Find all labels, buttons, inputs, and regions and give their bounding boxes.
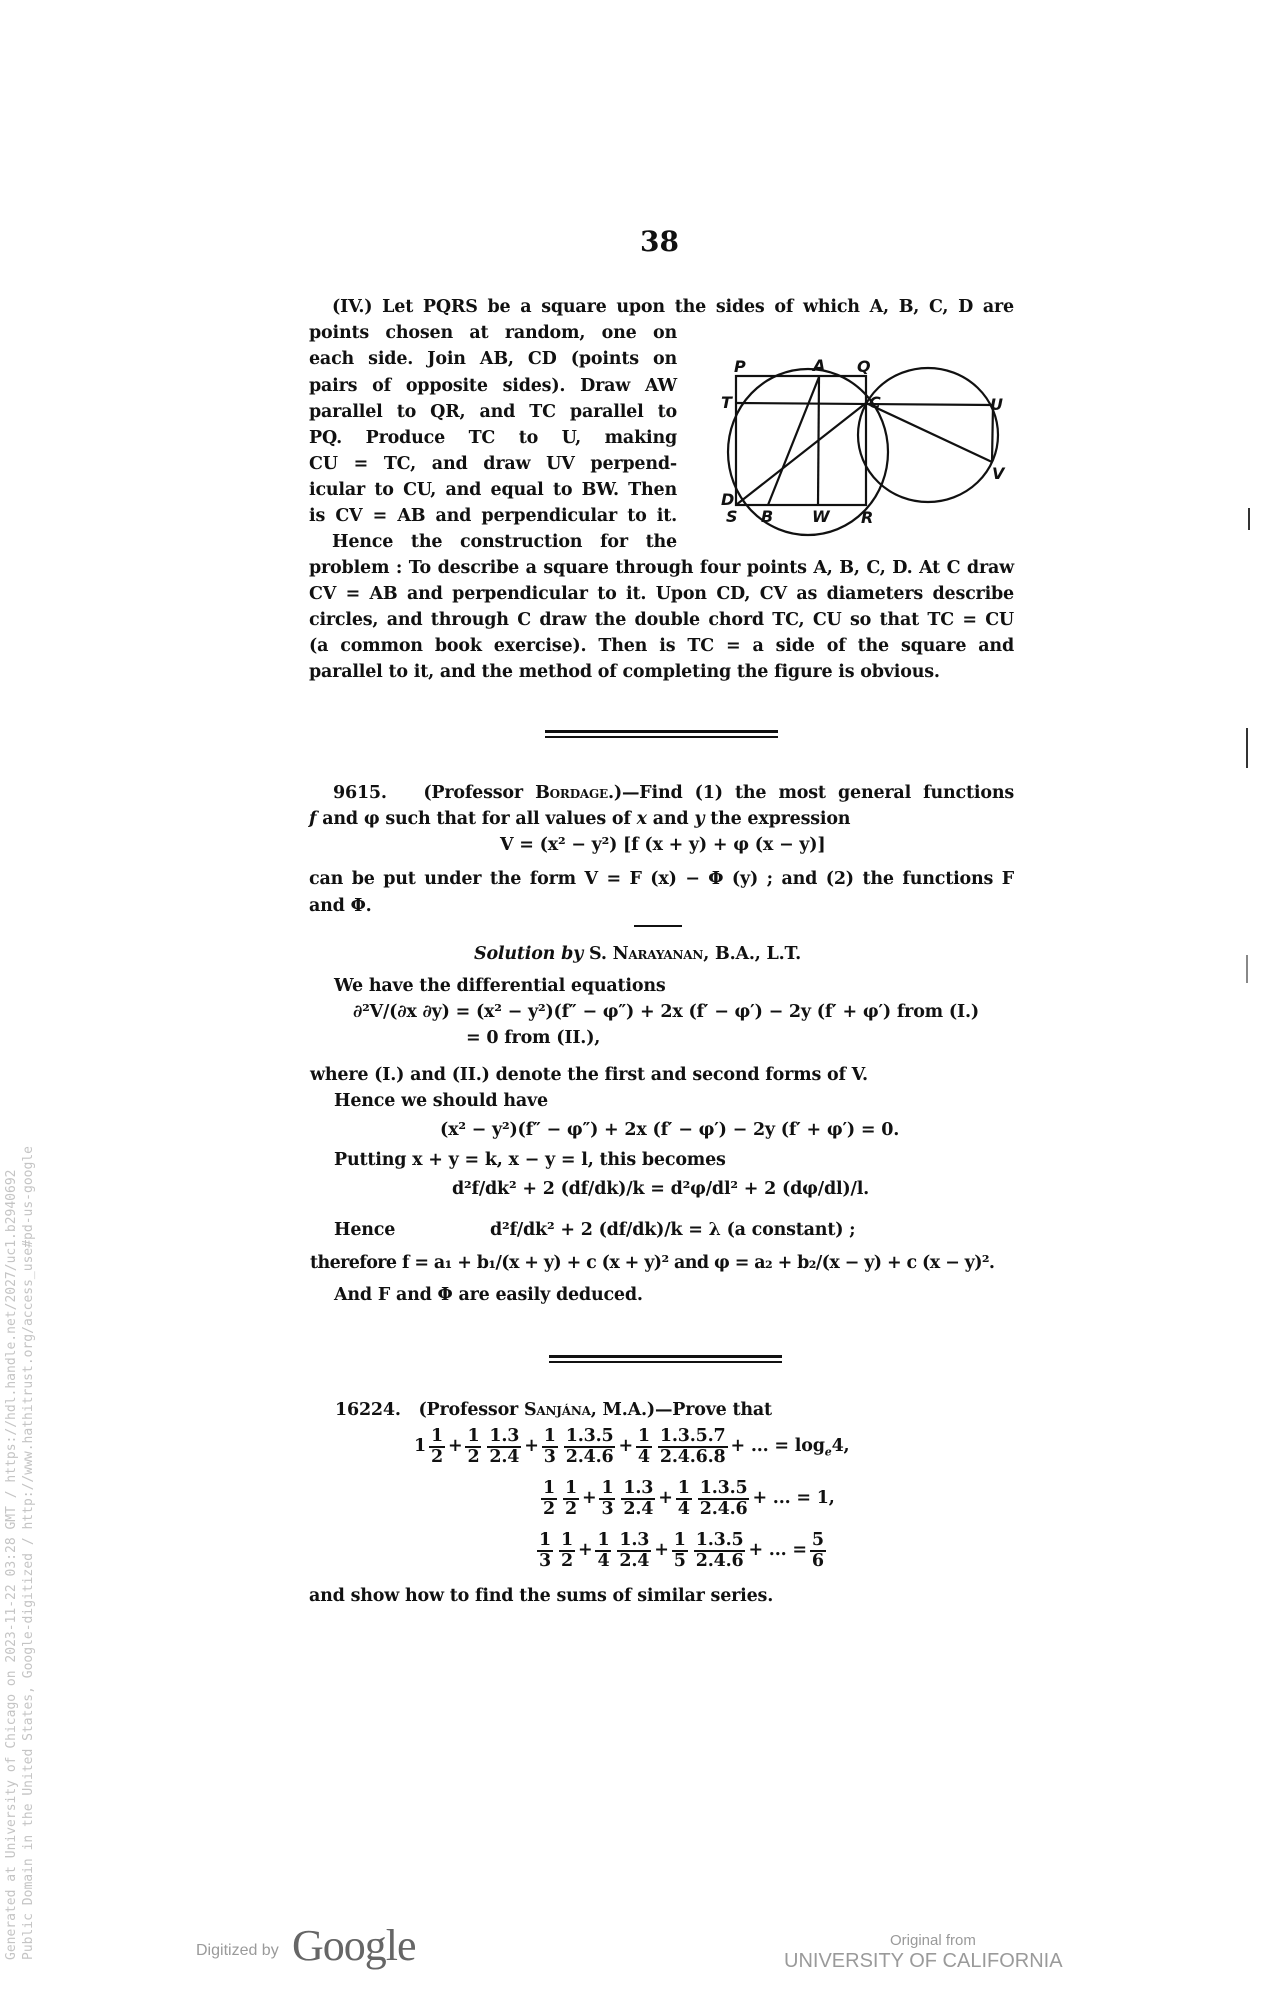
scan-mark [1246,728,1248,768]
equation: therefore f = a₁ + b₁/(x + y) + c (x + y)² and φ = a₂ + b₂/(x − y) + c (x − y)². [310,1253,995,1273]
equation: d²f/dk² + 2 (df/dk)/k = λ (a constant) ; [490,1220,856,1240]
square-pqrs [736,376,866,505]
solution-by-label: Solution by [474,944,584,964]
equation: d²f/dk² + 2 (df/dk)/k = d²φ/dl² + 2 (dφ/dl)/l. [452,1179,870,1199]
label-c: C [869,393,881,412]
label-t: T [721,393,732,412]
fraction [563,1479,579,1519]
series-equation-1 [414,1426,849,1473]
numerator: 1 [543,1477,555,1498]
series-tail: + ... = [748,1540,807,1560]
text-line: can be put under the form V = F (x) − Φ (y) ; and (2) the functions F [309,869,1014,889]
numerator: 5 [811,1529,824,1550]
equation: ∂²V/(∂x ∂y) = (x² − y²)(f″ − φ″) + 2x (f′ − φ′) − 2y (f′ + φ′) from (I.) [353,1002,979,1022]
denominator: 2.4 [623,1498,654,1519]
circle-cv [858,368,998,502]
section-divider [549,1361,782,1363]
text-line: We have the differential equations [334,976,666,996]
numerator: 1.3 [619,1529,650,1550]
question-number: 9615. [333,783,387,803]
scan-mark [1246,955,1248,983]
numerator: 1 [564,1477,577,1498]
fraction [595,1531,611,1571]
denominator: 2.4 [619,1550,650,1571]
numerator: 1.3 [623,1477,654,1498]
text-line: and Φ. [309,896,372,916]
fraction [541,1479,557,1519]
label-u: U [990,395,1003,414]
text-line: CU = TC, and draw UV perpend- [309,454,677,474]
var-x: x [636,809,647,829]
series-tail: + ... = log [730,1436,825,1456]
denominator: 4 [677,1498,690,1519]
label-w: W [812,507,830,526]
watermark-line-1: Generated at University of Chicago on 2023-11-22 03:28 GMT / https://hdl.handle.net/2027/uc1.b2940692 [4,1169,19,1960]
operator: + [447,1436,463,1456]
text-line: And F and Φ are easily deduced. [334,1285,643,1305]
operator: + [618,1436,633,1456]
denominator: 2.4.6.8 [659,1446,726,1467]
text-line: points chosen at random, one on [309,323,677,343]
denominator: 5 [673,1550,686,1571]
equation: (x² − y²)(f″ − φ″) + 2x (f′ − φ′) − 2y (f′ + φ′) = 0. [440,1120,900,1140]
label-p: P [734,357,746,376]
author-suffix: , B.A., L.T. [703,944,801,964]
fraction [698,1479,750,1519]
text-line: parallel to QR, and TC parallel to [309,402,677,422]
fraction [537,1531,553,1571]
line-ab [768,377,819,505]
scan-mark [1248,508,1250,530]
section-divider [545,736,778,738]
text-line [309,808,850,830]
text: such that for all values of [379,809,637,829]
proposer-name: Sanjána [523,1400,591,1420]
denominator: 4 [597,1550,610,1571]
label-a: A [813,356,826,375]
text-line: each side. Join AB, CD (points on [309,349,677,369]
fraction [429,1427,445,1467]
solution-byline [474,943,801,965]
question-heading [333,782,1014,804]
fraction [465,1427,481,1467]
log-base: e [824,1445,832,1459]
fraction [636,1427,652,1467]
operator: + [658,1488,673,1508]
var-phi: φ [363,809,380,829]
numerator: 1 [597,1529,610,1550]
question-number: 16224. [335,1400,401,1420]
fraction [694,1531,746,1571]
text-line: icular to CU, and equal to BW. Then [309,480,677,500]
equation: V = (x² − y²) [f (x + y) + φ (x − y)] [500,835,826,855]
fraction [658,1427,728,1467]
original-from-label: Original from [890,1932,976,1949]
page-number: 38 [640,225,679,258]
text-line: Hence the construction for the [332,532,677,552]
line-cd [736,403,866,505]
text-line: pairs of opposite sides). Draw AW [309,376,677,396]
numerator: 1.3.5.7 [659,1425,726,1446]
fraction [617,1531,651,1571]
proposer-close: .)—Find (1) the most general functions [608,783,1014,803]
text-line: Hence we should have [334,1091,548,1111]
digitized-by-label: Digitized by [196,1942,279,1959]
numerator: 1 [430,1425,443,1446]
numerator: 1 [467,1425,480,1446]
text-line: and show how to find the sums of similar series. [309,1586,774,1606]
text-line: where (I.) and (II.) denote the first and second forms of V. [310,1065,868,1085]
text-line: (a common book exercise). Then is TC = a side of the square and [309,636,1014,656]
denominator: 2 [560,1550,573,1571]
section-divider [545,730,778,733]
numerator: 1.3.5 [699,1477,748,1498]
var-f: f [309,809,317,829]
text: and [646,809,695,829]
label-v: V [992,464,1005,483]
text-line: Putting x + y = k, x − y = l, this becomes [334,1150,726,1170]
equation: = 0 from (II.), [466,1028,601,1048]
numerator: 1.3.5 [565,1425,614,1446]
author-prefix: S. [589,944,613,964]
denominator: 2 [543,1498,555,1519]
numerator: 1 [601,1477,614,1498]
denominator: 3 [543,1446,556,1467]
denominator: 2.4.6 [695,1550,744,1571]
operator: + [654,1540,669,1560]
fraction [487,1427,521,1467]
operator: + [581,1488,597,1508]
denominator: 3 [601,1498,614,1519]
label-d: D [721,490,735,509]
text-line: circles, and through C draw the double chord TC, CU so that TC = CU [309,610,1014,630]
text-line: parallel to it, and the method of completing the figure is obvious. [309,662,940,682]
geometry-figure [700,340,1020,540]
proposer-close: , M.A.)—Prove that [590,1400,772,1420]
series-equation-2 [538,1478,835,1519]
numerator: 1 [560,1529,573,1550]
fraction [542,1427,558,1467]
short-divider [634,925,682,927]
numerator: 1 [539,1529,551,1550]
text-line: is CV = AB and perpendicular to it. [309,506,677,526]
denominator: 6 [811,1550,824,1571]
series-lead: 1 [414,1436,426,1456]
institution-name: UNIVERSITY OF CALIFORNIA [784,1950,1063,1972]
series-equation-3 [534,1530,829,1571]
denominator: 4 [637,1446,650,1467]
text: and [316,809,364,829]
denominator: 2 [430,1446,443,1467]
proposer-open: (Professor [423,783,536,803]
author-name: Narayanan [612,944,704,964]
section-divider [549,1355,782,1358]
numerator: 1.3 [489,1425,520,1446]
text-line: (IV.) Let PQRS be a square upon the sides of which A, B, C, D are [332,297,1014,317]
question-heading [335,1399,772,1421]
google-logo: Google [292,1921,416,1970]
numerator: 1 [677,1477,690,1498]
label-q: Q [857,357,871,376]
numerator: 1 [673,1529,686,1550]
text: the expression [704,809,851,829]
label-s: S [726,507,738,526]
fraction [599,1479,615,1519]
fraction [810,1531,826,1571]
text-line: problem : To describe a square through four points A, B, C, D. At C draw [309,558,1014,578]
denominator: 2.4.6 [699,1498,748,1519]
fraction [676,1479,692,1519]
denominator: 2 [564,1498,577,1519]
fraction [672,1531,688,1571]
denominator: 2 [467,1446,480,1467]
numerator: 1.3.5 [695,1529,744,1550]
label-b: B [761,507,774,526]
series-result: 4, [831,1436,850,1456]
operator: + [577,1540,593,1560]
label-r: R [861,508,874,527]
fraction [621,1479,655,1519]
proposer-open: (Professor [418,1400,524,1420]
denominator: 2.4 [489,1446,520,1467]
text-line: PQ. Produce TC to U, making [309,428,677,448]
operator: + [524,1436,539,1456]
watermark-line-2: Public Domain in the United States, Google-digitized / http://www.hathitrust.org/access_use#pd-us-google [21,1146,36,1960]
series-tail: + ... = 1, [752,1488,835,1508]
fraction [559,1531,575,1571]
denominator: 3 [539,1550,551,1571]
text-line: CV = AB and perpendicular to it. Upon CD, CV as diameters describe [309,584,1014,604]
numerator: 1 [637,1425,650,1446]
fraction [564,1427,616,1467]
denominator: 2.4.6 [565,1446,614,1467]
proposer-name: Bordage [535,783,609,803]
text-line: Hence [334,1220,396,1240]
var-y: y [694,809,705,829]
numerator: 1 [543,1425,556,1446]
